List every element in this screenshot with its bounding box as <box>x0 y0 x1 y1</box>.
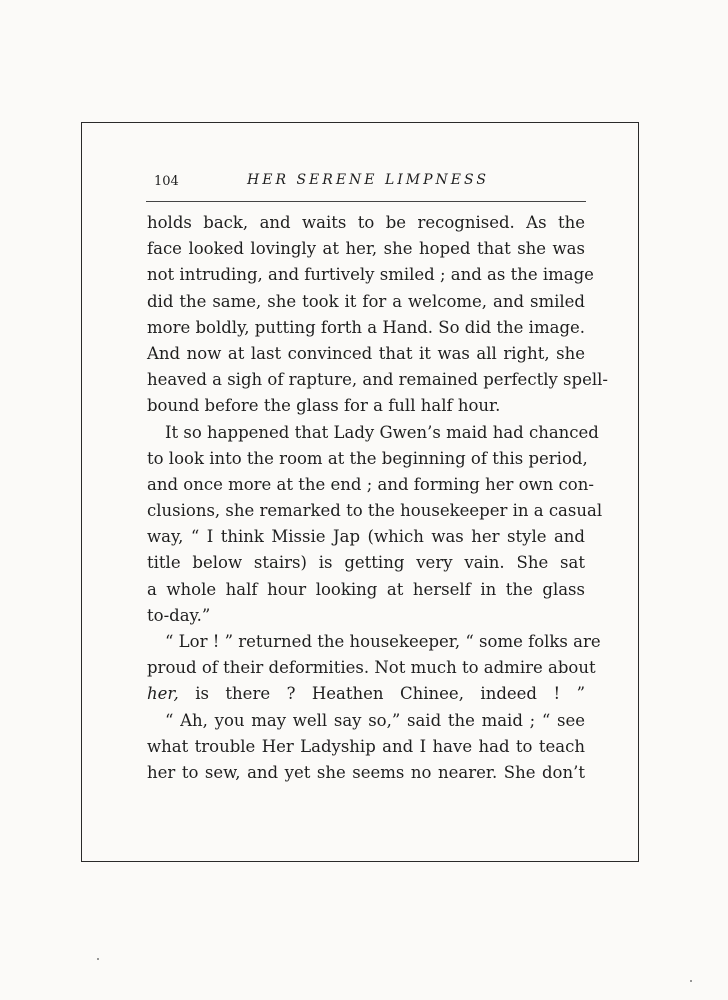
text-line: And now at last convinced that it was all right, she <box>147 343 585 363</box>
text-line: did the same, she took it for a welcome, and smiled <box>147 291 585 311</box>
text-line <box>147 681 585 707</box>
text-line: “ Ah, you may well say so,” said the maid ; “ see <box>165 710 585 730</box>
text-line: proud of their deformities. Not much to admire about <box>147 658 596 678</box>
italic-word: her, <box>147 684 179 704</box>
text-line: to-day.” <box>147 605 211 625</box>
text-line: what trouble Her Ladyship and I have had to teach <box>147 736 585 756</box>
text-line: not intruding, and furtively smiled ; and as the image <box>147 265 594 285</box>
text-line: “ Lor ! ” returned the housekeeper, “ some folks are <box>165 632 601 651</box>
text-line: and once more at the end ; and forming her own con- <box>147 474 594 494</box>
text-line: holds back, and waits to be recognised. As the <box>147 213 585 232</box>
text-line: to look into the room at the beginning of this period, <box>147 448 588 468</box>
header-rule <box>146 201 586 202</box>
text-line: clusions, she remarked to the housekeeper in a casual <box>147 501 603 521</box>
running-title: HER SERENE LIMPNESS <box>247 172 489 188</box>
text-line: title below stairs) is getting very vain. She sat <box>147 553 585 573</box>
text-line: face looked lovingly at her, she hoped that she was <box>147 239 585 259</box>
paper-speck <box>690 980 692 982</box>
text-line: bound before the glass for a full half hour. <box>147 396 501 416</box>
page-number: 104 <box>154 174 179 189</box>
text-line: It so happened that Lady Gwen’s maid had chanced <box>165 422 599 442</box>
page-header <box>150 170 586 190</box>
text-line: way, “ I think Missie Jap (which was her style and <box>147 527 585 547</box>
text-line-rest: is there ? Heathen Chinee, indeed ! ” <box>195 684 586 704</box>
paper-speck <box>97 958 99 960</box>
text-line: a whole half hour looking at herself in the glass <box>147 579 585 599</box>
text-line: heaved a sigh of rapture, and remained perfectly spell- <box>147 370 608 390</box>
text-line: her to sew, and yet she seems no nearer. She don’t <box>147 762 585 782</box>
body-text <box>147 210 608 786</box>
text-line: more boldly, putting forth a Hand. So did the image. <box>147 317 586 337</box>
